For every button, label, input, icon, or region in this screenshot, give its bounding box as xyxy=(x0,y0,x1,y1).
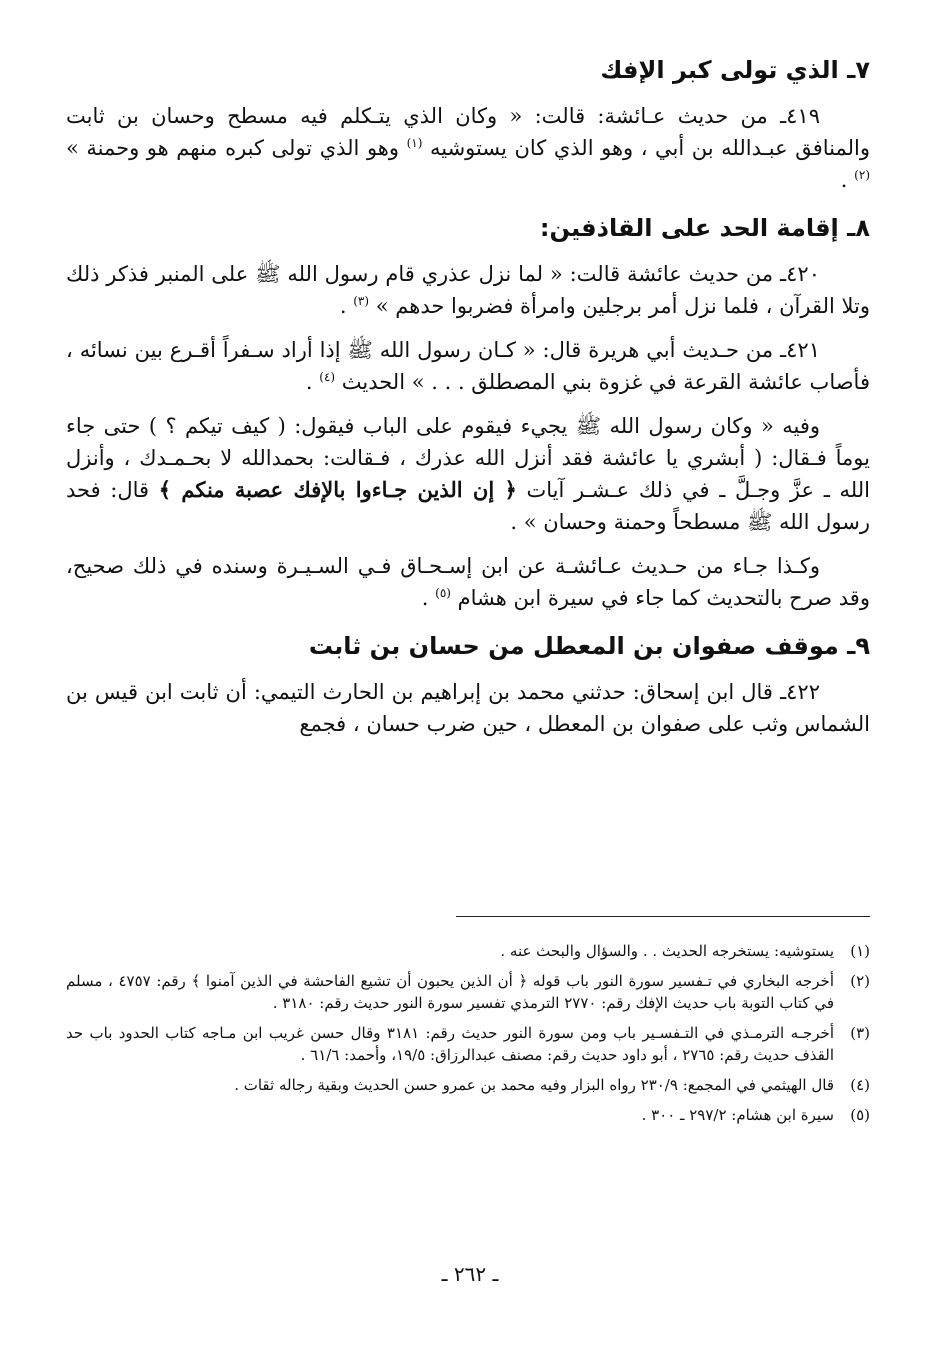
paragraph-421 xyxy=(66,334,870,398)
paragraph-text: وفيه « وكان رسول الله ﷺ يجيء فيقوم على الباب فيقول: ( كيف تيكم ؟ ) حتى جاء يوماً فـقال: ( أبشري يا عائشة فقد أنزل الله عذرك ، فـقالت: بحمدالله لا بحـمـدك ، وأنزل الله ـ عزَّ وجـلَّ ـ في ذلك عـشـر آيات xyxy=(66,414,870,502)
footnote-4 xyxy=(66,1074,870,1096)
paragraph-422 xyxy=(66,676,870,740)
footnote-ref-4: (٤) xyxy=(319,370,336,384)
page-number: ـ ٢٦٢ ـ xyxy=(441,1262,499,1286)
footnote-ref-3: (٣) xyxy=(353,294,370,308)
footnote-3 xyxy=(66,1022,870,1066)
paragraph-text: وكـذا جـاء من حـديث عـائشـة عن ابن إسـحـاق فـي السـيـرة وسنده في ذلك صحيح، وقد صرح بالتحديث كما جاء في سيرة ابن هشام xyxy=(66,554,870,610)
footnote-number: (٥) xyxy=(850,1106,870,1124)
paragraph-text: ٤٢١ـ من حـديث أبي هريرة قال: « كـان رسول الله ﷺ إذا أراد سـفراً أقـرع بين نسائه ، فأصاب عائشة القرعة في غزوة بني المصطلق . . . » الحديث xyxy=(66,338,870,394)
footnote-number: (١) xyxy=(850,942,870,960)
paragraph-420 xyxy=(66,258,870,322)
paragraph-wakadha xyxy=(66,550,870,614)
footnote-text: أخرجه البخاري في تـفسير سورة النور باب قوله ﴿ أن الذين يحبون أن تشيع الفاحشة في الذين آمنوا ﴾ رقم: ٤٧٥٧ ، مسلم في كتاب التوبة باب حديث الإفك رقم: ٢٧٧٠ الترمذي تفسير سورة النور حديث رقم: ٣١٨٠ . xyxy=(66,972,834,1012)
footnote-text: قال الهيثمي في المجمع: ٢٣٠/٩ رواه البزار وفيه محمد بن عمرو حسن الحديث وبقية رجاله ثقات . xyxy=(234,1076,834,1094)
paragraph-text: ٤٢٢ـ قال ابن إسحاق: حدثني محمد بن إبراهيم بن الحارث التيمي: أن ثابت ابن قيس بن الشماس وثب على صفوان بن المعطل ، حين ضرب حسان ، فجمع xyxy=(66,680,870,736)
footnote-number: (٢) xyxy=(850,972,870,990)
section-heading-8: ٨ـ إقامة الحد على القاذفين: xyxy=(539,214,870,242)
footnote-ref-1: (١) xyxy=(406,136,423,150)
paragraph-419 xyxy=(66,100,870,196)
footnote-text: يستوشيه: يستخرجه الحديث . . والسؤال والبحث عنه . xyxy=(500,942,834,960)
main-text xyxy=(66,50,870,752)
footnote-text: سيرة ابن هشام: ٢٩٧/٢ ـ ٣٠٠ . xyxy=(641,1106,834,1124)
paragraph-end: . xyxy=(421,586,429,610)
footnote-5 xyxy=(66,1104,870,1126)
footnote-2 xyxy=(66,970,870,1014)
section-heading-7: ٧ـ الذي تولى كبر الإفك xyxy=(600,56,870,84)
paragraph-end: . xyxy=(339,294,347,318)
paragraph-end: . xyxy=(305,370,313,394)
quran-verse: ﴿ إن الذين جـاءوا بالإفك عصبة منكم ﴾ xyxy=(158,477,517,502)
paragraph-text: قال: فحد رسول الله ﷺ مسطحاً وحمنة وحسان » . xyxy=(66,478,870,534)
footnote-text: أخرجـه الترمـذي في التـفسـير باب ومن سورة النور حديث رقم: ٣١٨١ وقال حسن غريب ابن مـاجه كتاب الحدود باب حد القذف حديث رقم: ٢٧٦٥ ، أبو داود حديث رقم: مصنف عبدالرزاق: ١٩/٥، وأحمد: ٦١/٦ . xyxy=(66,1024,834,1064)
footnote-1 xyxy=(66,940,870,962)
paragraph-text: ٤١٩ـ من حديث عـائشة: قالت: « وكان الذي يتـكلم فيه مسطح وحسان بن ثابت والمنافق عبـدالله بن أبي ، وهو الذي كان يستوشيه xyxy=(66,104,870,160)
footnote-number: (٣) xyxy=(850,1024,870,1042)
paragraph-wafihi xyxy=(66,410,870,538)
footnote-number: (٤) xyxy=(850,1076,870,1094)
footnote-ref-5: (٥) xyxy=(435,586,451,600)
footnote-ref-2: (٢) xyxy=(854,168,870,182)
paragraph-text: وهو الذي تولى كبره منهم هو وحمنة » xyxy=(66,136,400,160)
paragraph-end: . xyxy=(840,168,848,192)
paragraph-text: ٤٢٠ـ من حديث عائشة قالت: « لما نزل عذري قام رسول الله ﷺ على المنبر فذكر ذلك وتلا القرآن ، فلما نزل أمر برجلين وامرأة فضربوا حدهم » xyxy=(66,262,870,318)
section-heading-9: ٩ـ موقف صفوان بن المعطل من حسان بن ثابت xyxy=(308,632,870,660)
footnote-divider xyxy=(456,916,870,917)
footnotes xyxy=(66,940,870,1134)
